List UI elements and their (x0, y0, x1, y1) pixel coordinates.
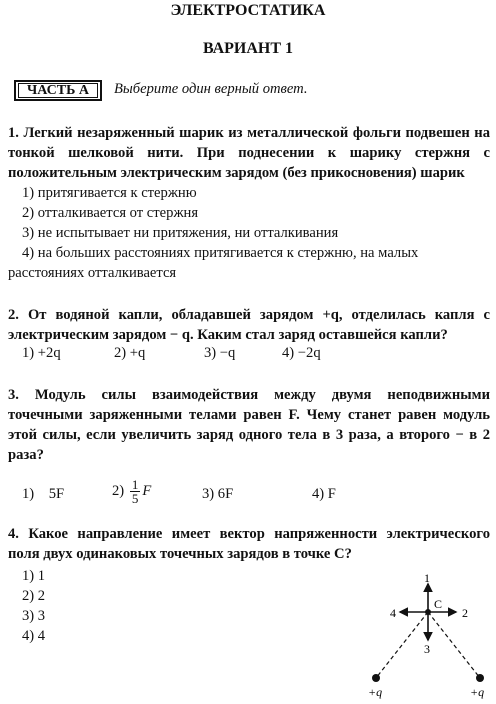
q1-option-1: 1) притягивается к стержню (22, 185, 197, 201)
q2-option-1: 1) +2q (22, 345, 61, 361)
part-label-text: ЧАСТЬ А (26, 83, 89, 98)
q1-option-3: 3) не испытывает ни притяжения, ни отталкивания (22, 225, 339, 241)
q2-option-4: 4) −2q (282, 345, 321, 361)
q2-option-2: 2) +q (114, 345, 146, 361)
variant-title: ВАРИАНТ 1 (202, 40, 294, 57)
page-title: ЭЛЕКТРОСТАТИКА (170, 2, 326, 19)
question-1-text: 1. Легкий незаряженный шарик из металлической фольги подвешен на тонкой шелковой нити. При поднесении к шарику стержня с положительным электрическим зарядом (без прикосновения) шарик (8, 125, 490, 181)
instruction-text: Выберите один верный ответ. (114, 81, 308, 97)
question-4-text: 4. Какое направление имеет вектор напряженности электрического поля двух одинаковых точечных зарядов в точке С? (8, 526, 490, 562)
q4-option-4: 4) 4 (22, 628, 46, 644)
point-c-label: C (434, 597, 443, 611)
arrow-4-label: 4 (390, 606, 396, 620)
q3-option-4: 4) F (312, 486, 336, 502)
q3-options (22, 478, 492, 512)
charge-right (476, 674, 484, 682)
q1-option-4: 4) на больших расстояниях притягивается к стержню, на малых расстояниях отталкивается (8, 245, 419, 281)
q3-option-2-suffix: F (142, 482, 152, 499)
charge-right-label: +q (470, 685, 485, 699)
q4-option-3: 3) 3 (22, 608, 46, 624)
q1-option-2: 2) отталкивается от стержня (22, 205, 199, 221)
field-diagram (360, 570, 490, 702)
question-3-text: 3. Модуль силы взаимодействия между двумя неподвижными точечными заряженными телами равен F. Чему станет равен модуль этой силы, если увеличить заряд одного тела в 3 раза, а второго − в 2 раза? (8, 387, 490, 463)
arrow-2-label: 2 (462, 606, 468, 620)
fraction-denominator: 5 (131, 491, 139, 506)
q3-option-3: 3) 6F (202, 486, 234, 502)
q4-option-2: 2) 2 (22, 588, 46, 604)
point-c (425, 609, 431, 615)
charge-left-label: +q (368, 685, 383, 699)
fraction-numerator: 1 (131, 477, 139, 492)
q2-option-3: 3) −q (204, 345, 236, 361)
q3-option-1: 1) 5F (22, 486, 65, 502)
dashed-line-right (428, 612, 480, 678)
q3-option-2-fraction (130, 478, 141, 505)
q4-option-1: 1) 1 (22, 568, 46, 584)
arrow-1-label: 1 (424, 571, 430, 585)
charge-left (372, 674, 380, 682)
question-2-text: 2. От водяной капли, обладавшей зарядом +q, отделилась капля с электрическим зарядом − q. Каким стал заряд оставшейся капли? (8, 307, 490, 343)
part-label (14, 80, 102, 101)
q3-option-2 (112, 478, 151, 505)
q3-option-2-prefix: 2) (112, 482, 125, 499)
arrow-3-label: 3 (424, 642, 430, 656)
dashed-line-left (376, 612, 428, 678)
